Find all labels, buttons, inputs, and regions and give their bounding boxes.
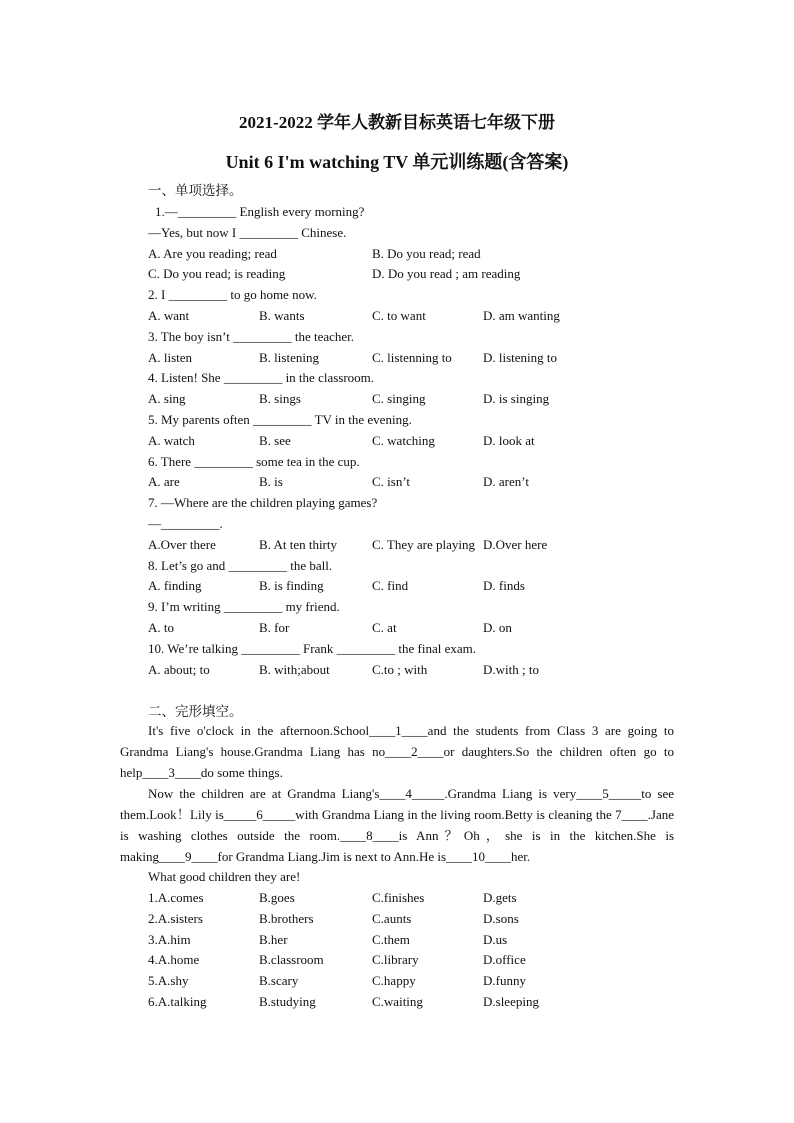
question-6-line: 6. There _________ some tea in the cup. <box>148 453 360 469</box>
option: C. isn’t <box>372 474 411 490</box>
question-1-line: 1.—_________ English every morning? <box>155 204 365 219</box>
option: C.to ; with <box>372 661 428 677</box>
cloze-option: C.finishes <box>372 890 425 905</box>
option: A. about; to <box>148 661 210 677</box>
option: B. is finding <box>259 578 324 594</box>
option: B. At ten thirty <box>259 536 337 552</box>
option: D. aren’t <box>483 474 529 490</box>
option: D. is singing <box>483 391 550 407</box>
cloze-option: 5.A.shy <box>148 973 189 989</box>
cloze-option: B.brothers <box>259 910 314 926</box>
cloze-option: B.goes <box>259 890 295 905</box>
option: D. look at <box>483 432 535 448</box>
cloze-option: D.sleeping <box>483 994 539 1009</box>
option: A. to <box>148 620 174 635</box>
option: C. They are playing <box>372 536 476 552</box>
cloze-option: 6.A.talking <box>148 994 207 1009</box>
question-1-line: —Yes, but now I _________ Chinese. <box>148 224 347 240</box>
option: D. finds <box>483 578 525 594</box>
option: C. at <box>372 620 397 635</box>
option: B. sings <box>259 391 301 407</box>
question-2-line: 2. I _________ to go home now. <box>148 287 317 303</box>
question-8-line: 8. Let’s go and _________ the ball. <box>148 557 333 573</box>
option: B. for <box>259 620 290 635</box>
cloze-option: D.office <box>483 952 526 968</box>
cloze-option: D.us <box>483 931 508 947</box>
option: D. Do you read ; am reading <box>372 266 521 282</box>
cloze-option: B.studying <box>259 994 316 1009</box>
cloze-option: C.them <box>372 931 410 947</box>
cloze-option: B.her <box>259 931 288 947</box>
question-10-line: 10. We’re talking _________ Frank _________ the final exam. <box>148 640 476 656</box>
cloze-option: C.waiting <box>372 994 423 1009</box>
option: A. Are you reading; read <box>148 245 277 261</box>
cloze-option: C.aunts <box>372 910 412 926</box>
option: C. singing <box>372 391 426 407</box>
cloze-text-1: It's five o'clock in the afternoon.School____1____and the students from Class 3 are going to Grandma Liang's house.Grandma Liang has no____2____or daughters.So the children often go to help____3____do some things. <box>120 723 674 780</box>
cloze-option: 2.A.sisters <box>148 910 203 926</box>
cloze-option: B.scary <box>259 973 299 989</box>
option: B. wants <box>259 308 305 323</box>
option: B. listening <box>259 349 319 365</box>
cloze-option: B.classroom <box>259 952 324 968</box>
option: A. sing <box>148 391 186 407</box>
section2-heading: 二、完形填空。 <box>148 704 243 719</box>
question-3-line: 3. The boy isn’t _________ the teacher. <box>148 328 355 344</box>
cloze-option: 1.A.comes <box>148 890 204 905</box>
option: D.Over here <box>483 536 548 552</box>
option: A.Over there <box>148 536 216 552</box>
option: B. Do you read; read <box>372 245 481 261</box>
option: D. listening to <box>483 349 558 365</box>
cloze-option: D.funny <box>483 973 526 989</box>
option: B. with;about <box>259 661 330 677</box>
question-7-line: 7. —Where are the children playing games? <box>148 495 378 511</box>
cloze-paragraph-3: What good children they are! <box>148 869 301 884</box>
cloze-paragraph-1 <box>120 720 674 783</box>
cloze-option: 4.A.home <box>148 952 200 968</box>
question-7-line: —_________. <box>148 516 223 531</box>
cloze-text-2: Now the children are at Grandma Liang's____4_____.Grandma Liang is very____5_____to see them.Look！Lily is_____6_____with Grandma Liang in the living room.Betty is cleaning the 7____.Jane is washing clothes outside the room.____8____is Ann？Oh，she is in the kitchen.She is making____9____for Grandma Liang.Jim is next to Ann.He is____10____her. <box>120 786 674 864</box>
cloze-option: C.happy <box>372 973 416 989</box>
page-title: 2021-2022 学年人教新目标英语七年级下册 <box>239 113 555 132</box>
unit-title: Unit 6 I'm watching TV 单元训练题(含答案) <box>225 152 569 172</box>
cloze-paragraph-2 <box>120 783 674 867</box>
option: B. see <box>259 432 291 448</box>
option: D.with ; to <box>483 661 539 677</box>
question-9-line: 9. I’m writing _________ my friend. <box>148 599 340 615</box>
question-5-line: 5. My parents often _________ TV in the evening. <box>148 412 412 427</box>
option: C. listenning to <box>372 349 452 365</box>
cloze-option: C.library <box>372 952 419 968</box>
option: A. are <box>148 474 180 490</box>
section1-heading: 一、单项选择。 <box>148 183 243 198</box>
option: A. want <box>148 308 190 323</box>
option: C. Do you read; is reading <box>148 266 286 282</box>
cloze-option: D.gets <box>483 890 517 905</box>
cloze-option: D.sons <box>483 910 519 926</box>
option: A. watch <box>148 432 195 448</box>
option: D. on <box>483 620 512 635</box>
option: D. am wanting <box>483 308 560 323</box>
option: C. watching <box>372 432 435 448</box>
option: C. to want <box>372 308 426 323</box>
option: B. is <box>259 474 283 490</box>
cloze-option: 3.A.him <box>148 931 191 947</box>
option: A. finding <box>148 578 202 594</box>
question-4-line: 4. Listen! She _________ in the classroom. <box>148 370 375 386</box>
option: A. listen <box>148 349 193 365</box>
option: C. find <box>372 578 409 594</box>
